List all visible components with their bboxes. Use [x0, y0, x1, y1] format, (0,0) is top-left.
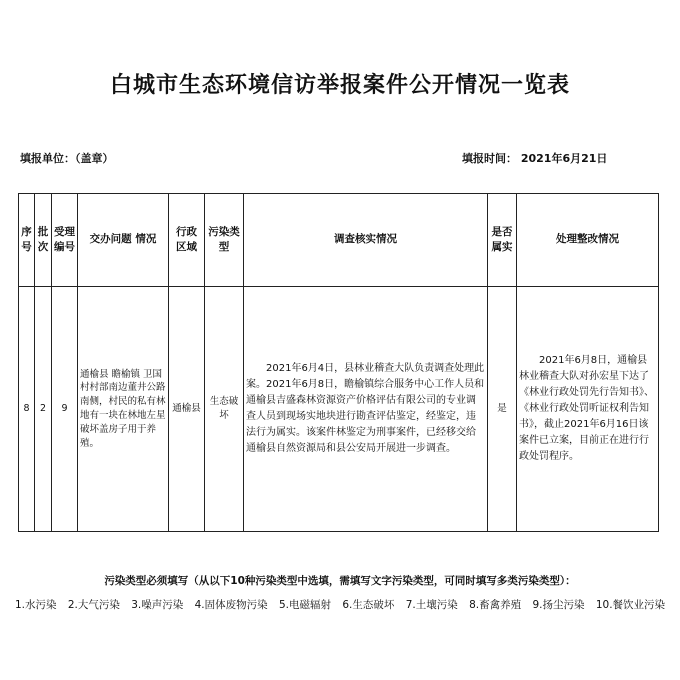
pollution-type-item: 10.餐饮业污染 [595, 599, 666, 611]
header-case-no: 受理编号 [52, 194, 78, 287]
header-investigation: 调查核实情况 [244, 194, 488, 287]
pollution-type-item: 5.电磁辐射 [278, 599, 331, 611]
case-table [18, 193, 659, 532]
table-header-row [19, 194, 659, 287]
reporting-date-label: 填报时间： 2021年6月21日 [462, 152, 608, 165]
pollution-type-note: 污染类型必须填写（从以下10种污染类型中选填，需填写文字污染类型，可同时填写多类污染类型）： [104, 575, 576, 587]
cell-handling: 2021年6月8日，通榆县林业稽查大队对孙宏星下达了《林业行政处罚先行告知书》、《林业行政处罚听证权利告知书》，截止2021年6月16日该案件已立案，目前正在进行行政处罚程序。 [517, 287, 659, 532]
pollution-type-item: 1.水污染 [14, 599, 57, 611]
pollution-type-item: 6.生态破坏 [342, 599, 395, 611]
header-handling: 处理整改情况 [517, 194, 659, 287]
header-pollution-type: 污染类型 [205, 194, 244, 287]
reporting-unit-label: 填报单位：（盖章） [20, 152, 114, 165]
cell-region: 通榆县 [169, 287, 205, 532]
table-row [19, 287, 659, 532]
pollution-type-list [0, 597, 680, 612]
pollution-type-item: 8.畜禽养殖 [469, 599, 522, 611]
header-batch: 批次 [35, 194, 52, 287]
cell-pollution-type: 生态破坏 [205, 287, 244, 532]
cell-issue: 通榆县 瞻榆镇 卫国村村部南边董井公路南侧，村民的私有林地有一块在林地左星破坏盖房子用于养殖。 [78, 287, 169, 532]
header-region: 行政区域 [169, 194, 205, 287]
cell-seq: 8 [19, 287, 35, 532]
pollution-type-item: 7.土壤污染 [405, 599, 458, 611]
pollution-type-item: 9.扬尘污染 [532, 599, 585, 611]
cell-investigation: 2021年6月4日，县林业稽查大队负责调查处理此案。2021年6月8日，瞻榆镇综合服务中心工作人员和通榆县吉盛森林资源资产价格评估有限公司的专业调查人员到现场实地块进行勘查评估鉴定，经鉴定，违法行为属实。该案件林鉴定为刑事案件，已经移交给通榆县自然资源局和县公安局开展进一步调查。 [244, 287, 488, 532]
cell-is-true: 是 [488, 287, 517, 532]
header-is-true: 是否属实 [488, 194, 517, 287]
pollution-type-item: 2.大气污染 [67, 599, 120, 611]
pollution-type-item: 3.噪声污染 [131, 599, 184, 611]
header-seq: 序号 [19, 194, 35, 287]
cell-batch: 2 [35, 287, 52, 532]
cell-case-no: 9 [52, 287, 78, 532]
header-issue: 交办问题 情况 [78, 194, 169, 287]
page-title: 白城市生态环境信访举报案件公开情况一览表 [109, 72, 570, 98]
pollution-type-item: 4.固体废物污染 [194, 599, 268, 611]
